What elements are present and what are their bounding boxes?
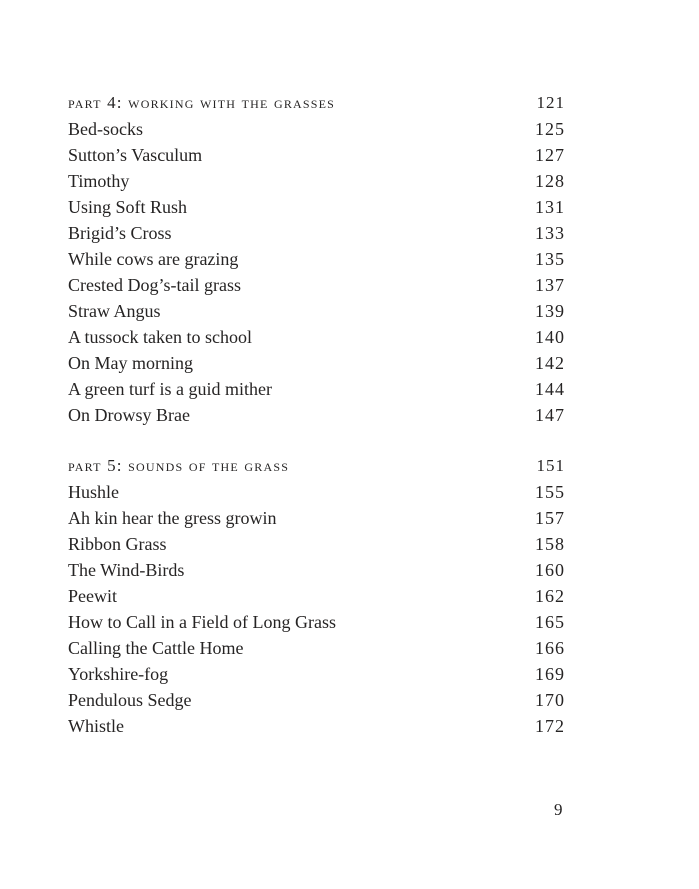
part-page-number: 121	[536, 93, 565, 112]
toc-entry	[68, 635, 565, 661]
toc-entry	[68, 687, 565, 713]
entry-title: Pendulous Sedge	[68, 690, 192, 710]
entry-title: Ah kin hear the gress growin	[68, 508, 277, 528]
entry-title: Hushle	[68, 482, 119, 502]
toc-entry	[68, 557, 565, 583]
entry-title: On May morning	[68, 353, 193, 373]
entry-title: Whistle	[68, 716, 124, 736]
entry-title: Calling the Cattle Home	[68, 638, 244, 658]
entry-title: Yorkshire-fog	[68, 664, 169, 684]
entry-title: Using Soft Rush	[68, 197, 188, 217]
entry-page-number: 140	[535, 327, 565, 347]
entry-title: How to Call in a Field of Long Grass	[68, 612, 336, 632]
toc-entry	[68, 376, 565, 402]
toc-entry	[68, 350, 565, 376]
entry-title: Peewit	[68, 586, 117, 606]
toc-part-4	[68, 90, 565, 428]
entry-page-number: 169	[535, 664, 565, 684]
entry-title: Brigid’s Cross	[68, 223, 172, 243]
toc-entry	[68, 402, 565, 428]
entry-page-number: 147	[535, 405, 565, 425]
entry-page-number: 139	[535, 301, 565, 321]
toc-entry	[68, 479, 565, 505]
part-title: part 4: working with the grasses	[68, 93, 336, 112]
entry-page-number: 137	[535, 275, 565, 295]
entry-title: On Drowsy Brae	[68, 405, 190, 425]
entry-page-number: 162	[535, 586, 565, 606]
part-heading-row	[68, 453, 565, 479]
entry-title: A tussock taken to school	[68, 327, 252, 347]
toc-entry	[68, 531, 565, 557]
entry-title: The Wind-Birds	[68, 560, 185, 580]
entry-page-number: 125	[535, 119, 565, 139]
toc-entry	[68, 661, 565, 687]
entry-title: While cows are grazing	[68, 249, 239, 269]
toc-entry	[68, 505, 565, 531]
toc-entry	[68, 298, 565, 324]
entry-page-number: 142	[535, 353, 565, 373]
entry-page-number: 160	[535, 560, 565, 580]
entry-page-number: 158	[535, 534, 565, 554]
entry-title: Ribbon Grass	[68, 534, 167, 554]
toc-entry	[68, 194, 565, 220]
part-page-number: 151	[536, 456, 565, 475]
toc-entry	[68, 246, 565, 272]
entry-page-number: 144	[535, 379, 565, 399]
part-heading-row	[68, 90, 565, 116]
entry-title: Crested Dog’s-tail grass	[68, 275, 241, 295]
entry-title: Bed-socks	[68, 119, 143, 139]
toc-entry	[68, 583, 565, 609]
entry-page-number: 131	[535, 197, 565, 217]
toc-entry	[68, 168, 565, 194]
toc-entry	[68, 609, 565, 635]
toc-entry	[68, 220, 565, 246]
entry-page-number: 155	[535, 482, 565, 502]
entry-page-number: 127	[535, 145, 565, 165]
toc-entry	[68, 142, 565, 168]
entry-title: Sutton’s Vasculum	[68, 145, 203, 165]
entry-page-number: 133	[535, 223, 565, 243]
toc-entry	[68, 116, 565, 142]
part-title: part 5: sounds of the grass	[68, 456, 290, 475]
entry-page-number: 170	[535, 690, 565, 710]
page-number: 9	[554, 800, 563, 819]
entry-title: Timothy	[68, 171, 130, 191]
entry-title: A green turf is a guid mither	[68, 379, 272, 399]
entry-page-number: 165	[535, 612, 565, 632]
entry-page-number: 166	[535, 638, 565, 658]
toc-part-5	[68, 453, 565, 739]
entry-page-number: 128	[535, 171, 565, 191]
toc-entry	[68, 713, 565, 739]
entry-page-number: 135	[535, 249, 565, 269]
toc-entry	[68, 272, 565, 298]
entry-page-number: 172	[535, 716, 565, 736]
entry-page-number: 157	[535, 508, 565, 528]
toc-entry	[68, 324, 565, 350]
entry-title: Straw Angus	[68, 301, 161, 321]
